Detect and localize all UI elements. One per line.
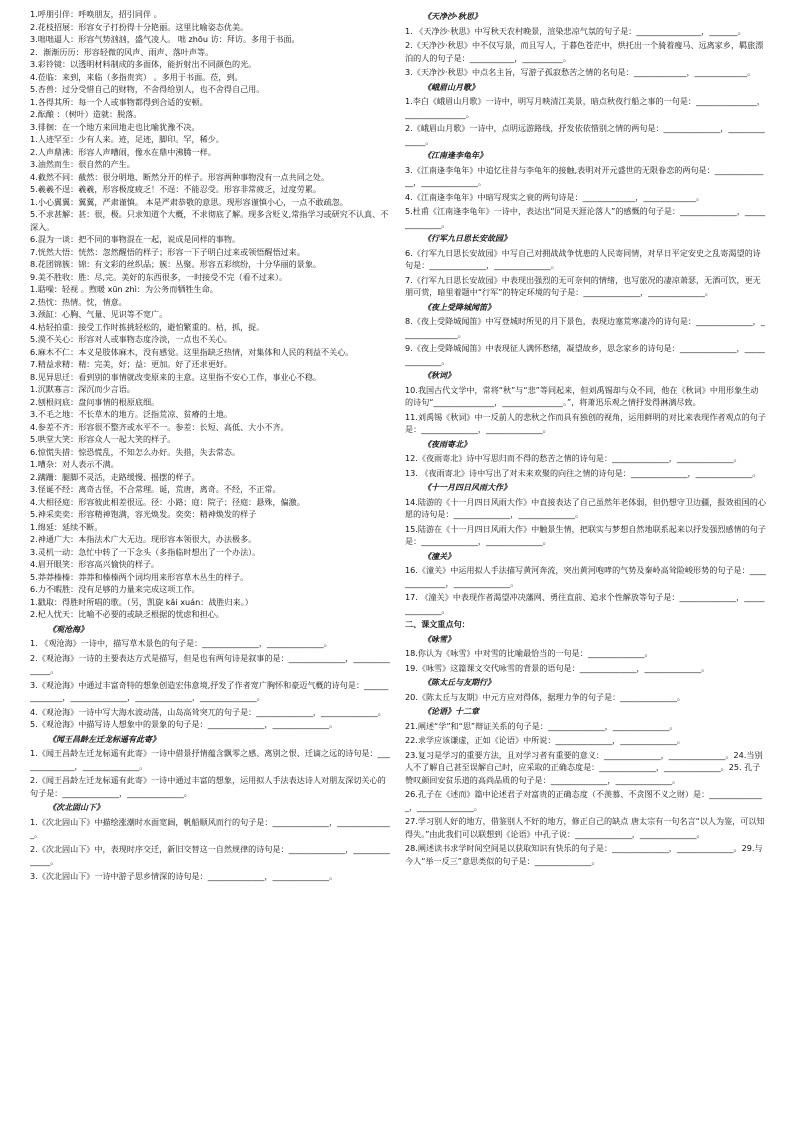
vocab-entry: 3.油然而生：很自然的产生。 bbox=[30, 159, 135, 169]
vocab-entry: 3.彩铃镜：以透明材料制成的多面体，能折射出不同颜色的光。 bbox=[30, 59, 257, 69]
fill-blank-question: 21.阐述“学”和“思”辩证关系的句子是：______________，______________。 bbox=[405, 720, 678, 731]
poem-section-title: 《江南逢李龟年》 bbox=[423, 150, 487, 160]
vocab-entry: 8.花团锦簇：锦：有文彩的丝织品；簇：丛聚。形容五彩缤纷，十分华丽的景象。 bbox=[30, 259, 322, 269]
fill-blank-question: 11.刘禹锡《秋词》中一反前人的悲秋之作而具有独创的视角，运用鲜明的对比来表现作者观点的句子是：______________，______________。 bbox=[405, 411, 766, 434]
part-heading: 二、课文重点句： bbox=[405, 619, 470, 629]
fill-blank-question: 22.求学应该谦虚，正如《论语》中所说：______________，______________。 bbox=[405, 735, 685, 745]
fill-blank-question: 8.《夜上受降城闻笛》中写登城时所见的月下景色，表现边塞荒寒凄冷的诗句是：______________，______________。 bbox=[405, 316, 765, 339]
text-section-title: 《陈太丘与友期行》 bbox=[423, 677, 495, 687]
vocab-entry: 2.酝酿 ：（树叶）造就：脱落。 bbox=[30, 109, 142, 119]
vocab-entry: 4.莅临：来到，来临（多指贵宾） 。多用于书面。莅，到。 bbox=[30, 71, 243, 82]
fill-blank-question: 15.陆游在《十一月四日风雨大作》中触景生情，把联实与梦想自然地联系起来以抒发强烈感情的句子是：______________，______________。 bbox=[405, 523, 766, 546]
vocab-entry: 5.神采奕奕：形容精神饱满，容光焕发。奕奕：精神焕发的样子 bbox=[30, 509, 257, 519]
fill-blank-question: 3.《江南逢李龟年》中追忆往昔与李龟年的接触,表明对开元盛世的无限眷恋的两句是：______________，______________。 bbox=[405, 164, 764, 187]
vocab-entry: 2.蹒跚：腿脚不灵活，走路缓慢、摇摆的样子。 bbox=[30, 471, 200, 482]
left-column bbox=[30, 8, 391, 1124]
text-section-title: 《咏雪》 bbox=[423, 633, 455, 644]
vocab-entry: 6.力不暇胜：没有足够的力量来完成这项工作。 bbox=[30, 584, 200, 594]
vocab-entry: 2.人声鼎沸：形容人声嘈闹，像水在鼎中沸腾一样。 bbox=[30, 146, 216, 157]
vocab-entry: 3.徘徊：在一个地方来回地走也比喻犹豫不决。 bbox=[30, 121, 200, 132]
vocab-entry: 1.嘈杂：对人表示不满。 bbox=[30, 459, 119, 469]
vocab-entry: 4.枯轻拍重：接受工作时拣挑轻松的，避怕繁重的。枯，抓，捉。 bbox=[30, 321, 265, 332]
fill-blank-question: 23.复习是学习的重要方法，且对学习者有重要的意义：______________，______________。24.当别人不了解自己甚至误解自己时，应采取的正确态度是：______________，______________。25. 孔子赞叹颜回安贫乐道的高尚品质的句子是：______________，______________。 bbox=[405, 749, 763, 785]
fill-blank-question: 1. 《观沧海》一诗中，描写草木景色的句子是：______________，______________。 bbox=[30, 638, 332, 648]
vocab-entry: 2.神通广大：本指法术广大无边。现形容本领很大，办法极多。 bbox=[30, 534, 257, 544]
poem-section-title: 《秋词》 bbox=[423, 370, 455, 380]
fill-blank-question: 10.我国古代文学中，常将“秋”与“悲”等同起来，但刘禹锡却与众不同，他在《秋词》中用形象生动的诗句“_______________，_______________。”，将萧迅乐观之情抒发得淋漓尽致。 bbox=[405, 384, 759, 407]
vocab-entry: 2.热忱：热情。忱，情意。 bbox=[30, 296, 127, 307]
vocab-entry: 1.各得其所：每一个人或事物都得到合适的安顿。 bbox=[30, 96, 208, 107]
poem-section-title: 《峨眉山月歌》 bbox=[423, 81, 479, 92]
vocab-entry: 5.莽莽榛榛：莽莽和榛榛两个词均用来形容草木丛生的样子。 bbox=[30, 571, 249, 582]
vocab-entry: 4.参差不齐：形容很不整齐或水平不一。参差：长短、高低、大小不齐。 bbox=[30, 421, 289, 432]
vocab-entry: 5.哄堂大笑：形容众人一起大笑的样子。 bbox=[30, 434, 176, 444]
fill-blank-question: 2.《天净沙·秋思》中不仅写景，而且写人，于暮色苍茫中，烘托出一个骑着瘦马、远离家乡，羁旅漂泊的人的句子是：___________，__________。 bbox=[405, 40, 764, 63]
vocab-entry: 1.绵延：延续不断。 bbox=[30, 521, 103, 532]
vocab-entry: 1.聒噪：轻视 。煦暖 xūn zhì：为公务而牺牲生命。 bbox=[30, 284, 218, 294]
vocab-entry: 2.刨根问底：盘问事情的根原底细。 bbox=[30, 396, 160, 407]
fill-blank-question: 17. 《潼关》中表现作者渴望冲决藩网、勇往直前、追求个性解放等句子是：______________，______________。 bbox=[405, 592, 765, 615]
fill-blank-question: 5.杜甫《江南逢李龟年》一诗中，表达出“同是天涯沦落人”的感慨的句子是：______________，______________。 bbox=[405, 206, 766, 229]
fill-blank-question: 16.《潼关》中运用拟人手法描写黄河奔流，突出黄河咆哮的气势及秦岭高耸险峻形势的句子是：______________，______________。 bbox=[405, 565, 766, 588]
vocab-entry: 1.沉默寡言：深沉而少言语。 bbox=[30, 384, 135, 394]
right-column bbox=[405, 8, 766, 1124]
vocab-entry: 5.羲羲不逞：羲羲，形容极度疲乏！不逞：不能忍受。形容非常疲乏，过度劳累。 bbox=[30, 184, 322, 194]
fill-blank-question: 12.《夜雨寄北》诗中写思归而不得的愁苦之情的诗句是：______________，______________。 bbox=[405, 453, 742, 463]
vocab-entry: 4.大相径庭：形容彼此相差很远。径：小路；庭：院子；径庭：悬殊，偏激。 bbox=[30, 496, 305, 507]
fill-blank-question: 28.阐述读书求学时间空间是以获取知识有快乐的句子是：______________，______________。29.与今人“举一反三”意思类似的句子是：______________。 bbox=[405, 843, 763, 866]
fill-blank-question: 7.《行军九日思长安故园》中表现出强烈的无可奈何的情绪，也写旅况的凄凉萧瑟，无酒可饮，更无朋可赏，暗里着题中“行军”的特定环境的句子是：______________，______________。 bbox=[405, 274, 761, 297]
vocab-entry: 4.眉开眼笑：形容高兴愉快的样子。 bbox=[30, 559, 160, 569]
vocab-entry: 8.见异思迁：看到别的事情就改变原来的主意。这里指不安心工作，事业心不稳。 bbox=[30, 371, 322, 382]
fill-blank-question: 3.《观沧海》中通过丰富奇特的想象创造宏伟意境,抒发了作者宽广胸怀和豪迈气概的诗句是：______________，______________，______________，______________。 bbox=[30, 679, 389, 702]
text-section-title: 《论语》十二章 bbox=[423, 706, 479, 716]
fill-blank-question: 3.《次北固山下》一诗中游子思乡情深的诗句是：______________，______________。 bbox=[30, 870, 338, 881]
fill-blank-question: 20.《陈太丘与友期》中元方应对得体，据理力争的句子是：______________。 bbox=[405, 691, 685, 702]
vocab-entry: 3.咄咄逼人：形容气势汹汹，盛气凌人。 咄 zhōu 访：拜访。多用于书面。 bbox=[30, 34, 300, 44]
fill-blank-question: 27.学习别人好的地方，借鉴别人不好的地方，修正自己的缺点 唐太宗有一句名言“以人为鉴，可以知得失。”由此我们可以联想到《论语》中孔子说：______________，______________。 bbox=[405, 816, 765, 839]
fill-blank-question: 19.《咏雪》这篇课文交代咏雪的背景的语句是：______________，______________。 bbox=[405, 662, 710, 673]
vocab-entry: 1.呼朋引伴：呼唤朋友，招引同伴 。 bbox=[30, 9, 162, 19]
vocab-entry: 5.杏兽：过分受惜自己的财物，不舍得给别人，也不舍得自己用。 bbox=[30, 84, 265, 94]
fill-blank-question: 3.《天净沙·秋思》中点名主旨，写游子孤寂愁苦之情的名句是：_____________，_____________。 bbox=[405, 67, 756, 77]
poem-section-title: 《闻王昌龄左迁龙标遥有此寄》 bbox=[48, 733, 160, 744]
poem-section-title: 《十一月四日风雨大作》 bbox=[423, 482, 511, 492]
vocab-entry: 3.怪诞不经：离奇古怪，不合常理。诞，荒唐，离奇。不经，不正常。 bbox=[30, 484, 281, 494]
vocab-entry: 1.戳取：得胜时所唱的歌。（另，凯旋 kǎi xuán：战胜归来。） bbox=[30, 596, 253, 607]
fill-blank-question: 1.李白《峨眉山月歌》一诗中，明写月映清江美景，暗点秋夜行船之事的一句是：_______________，_______________。 bbox=[405, 96, 765, 119]
vocab-entry: 5.不求甚解：甚：很，极。只求知道个大概，不求彻底了解。现多含贬义,常指学习或研究不认真、不深入。 bbox=[30, 209, 389, 232]
vocab-entry: 3.不毛之地：不长草木的地方。泛指荒凉、贫瘠的土地。 bbox=[30, 409, 232, 419]
fill-blank-question: 18.你认为《咏雪》中对雪的比喻最恰当的一句是：______________。 bbox=[405, 648, 653, 658]
fill-blank-question: 4.《观沧海》一诗中写大海水波动荡，山岛高耸突兀的句子是：______________，______________。5.《观沧海》中描写诗人想象中的景象的句子是：______________，______________。 bbox=[30, 706, 386, 729]
poem-section-title: 《观沧海》 bbox=[48, 623, 88, 634]
poem-section-title: 《天净沙·秋思》 bbox=[423, 11, 482, 21]
vocab-entry: 2．渐渐历历：形容轻微的风声、雨声、落叶声等。 bbox=[30, 46, 214, 57]
fill-blank-question: 14.陆游的《十一月四日风雨大作》中直接表达了自己虽然年老体弱，但仍想守卫边疆，报效祖国的心愿的诗句是：______________，______________。 bbox=[405, 496, 766, 519]
poem-section-title: 《潼关》 bbox=[423, 550, 455, 561]
vocab-entry: 6.混为一谈：把不同的事物混在一起，说成是同样的事物。 bbox=[30, 234, 241, 244]
vocab-entry: 9.美不胜收：胜：尽,完。美好的东西很多，一时接受不完（看不过来）。 bbox=[30, 271, 288, 282]
vocab-entry: 3.颈缸：心胸、气量、见识等不宽广。 bbox=[30, 309, 168, 319]
poem-section-title: 《夜雨寄北》 bbox=[423, 438, 471, 449]
vocab-entry: 6.惊慌失措：惊恐慌乱，不知怎么办好。失措，失去常态。 bbox=[30, 446, 241, 457]
vocab-entry: 4.截然不同：截然：很分明地、断然分开的样子。形容两种事物没有一点共同之处。 bbox=[30, 171, 330, 182]
vocab-entry: 2.杞人忧天：比喻不必要的或缺乏根据的忧虑和担心。 bbox=[30, 609, 224, 619]
vocab-entry: 7.恍然大悟：恍然：忽然醒悟的样子；形容一下子明白过来或领悟醒悟过来。 bbox=[30, 246, 305, 257]
fill-blank-question: 1.《闻王昌龄左迁龙标遥有此寄》一诗中借景抒情蕴含飘零之感、离别之恨、迁谪之远的诗句是：______________，______________。 bbox=[30, 748, 390, 771]
fill-blank-question: 4.《江南逢李龟年》中暗写现实之衰的两句诗是：_____________，_____________。 bbox=[405, 191, 705, 202]
poem-section-title: 《次北固山下》 bbox=[48, 802, 104, 812]
fill-blank-question: 2.《闻王昌龄左迁龙标遥有此寄》一诗中通过丰富的想象，运用拟人手法表达诗人对朋友深切关心的句子是：______________，______________。 bbox=[30, 775, 386, 798]
fill-blank-question: 2.《观沧海》一诗的主要表达方式是描写，但是也有两句诗是叙事的是：______________，______________。 bbox=[30, 652, 390, 675]
fill-blank-question: 1. 《天净沙·秋思》中写秋天农村晚景，渲染悲凉气氛的句子是：________________，_______。 bbox=[405, 25, 746, 36]
fill-blank-question: 6.《行军九日思长安故园》中写自己对拥战战争忧患的人民寄同情，对早日平定安史之乱寄渴望的诗句是：______________，______________。 bbox=[405, 247, 761, 270]
vocab-entry: 3.灵机一动：急忙中转了一下念头（多指临时想出了一个办法）。 bbox=[30, 546, 261, 557]
poem-section-title: 《夜上受降城闻笛》 bbox=[423, 301, 495, 312]
vocab-entry: 1.人迹罕至：少有人来。迹，足迹，脚印。罕，稀少。 bbox=[30, 134, 224, 144]
fill-blank-question: 1.《次北固山下》中描绘涨潮时水面宽阔，帆船顺风而行的句子是：______________，______________。 bbox=[30, 816, 390, 839]
vocab-entry: 5.漠不关心：形容对人或事物态度冷淡，一点也不关心。 bbox=[30, 334, 232, 344]
fill-blank-question: 26.孔子在《述而》篇中论述君子对富贵的正确态度（不羡慕、不贪图不义之财）是：______________，______________。 bbox=[405, 789, 762, 812]
vocab-entry: 1.小心翼翼：翼翼，严肃谨慎。 本是严肃恭敬的意思。现形容谨慎小心，一点不敢疏忽。 bbox=[30, 196, 348, 207]
vocab-entry: 6.麻木不仁：本义是肢体麻木，没有感觉。这里指缺乏热情，对集体和人民的利益不关心。 bbox=[30, 346, 354, 357]
fill-blank-question: 13. 《夜雨寄北》诗中写出了对未来欢聚的向往之情的诗句是：______________，______________。 bbox=[405, 467, 761, 478]
fill-blank-question: 9.《夜上受降城闻笛》中表现征人满怀愁绪，凝望故乡，思念家乡的诗句是：______________，______________。 bbox=[405, 343, 765, 366]
vocab-entry: 7.精益求精：精：完美，好；益：更加。好了还求更好。 bbox=[30, 359, 232, 369]
fill-blank-question: 2.《峨眉山月歌》一诗中，点明远游路线，抒发依依惜别之情的两句是：______________，______________。 bbox=[405, 123, 765, 146]
poem-section-title: 《行军九日思长安故园》 bbox=[423, 233, 511, 243]
fill-blank-question: 2.《次北固山下》中，表现时序交迁，新旧交替这一自然规律的诗句是：______________，______________。 bbox=[30, 843, 390, 866]
vocab-entry: 2.花枝招展：形容女子打扮得十分艳丽。这里比喻姿态优美。 bbox=[30, 21, 249, 32]
